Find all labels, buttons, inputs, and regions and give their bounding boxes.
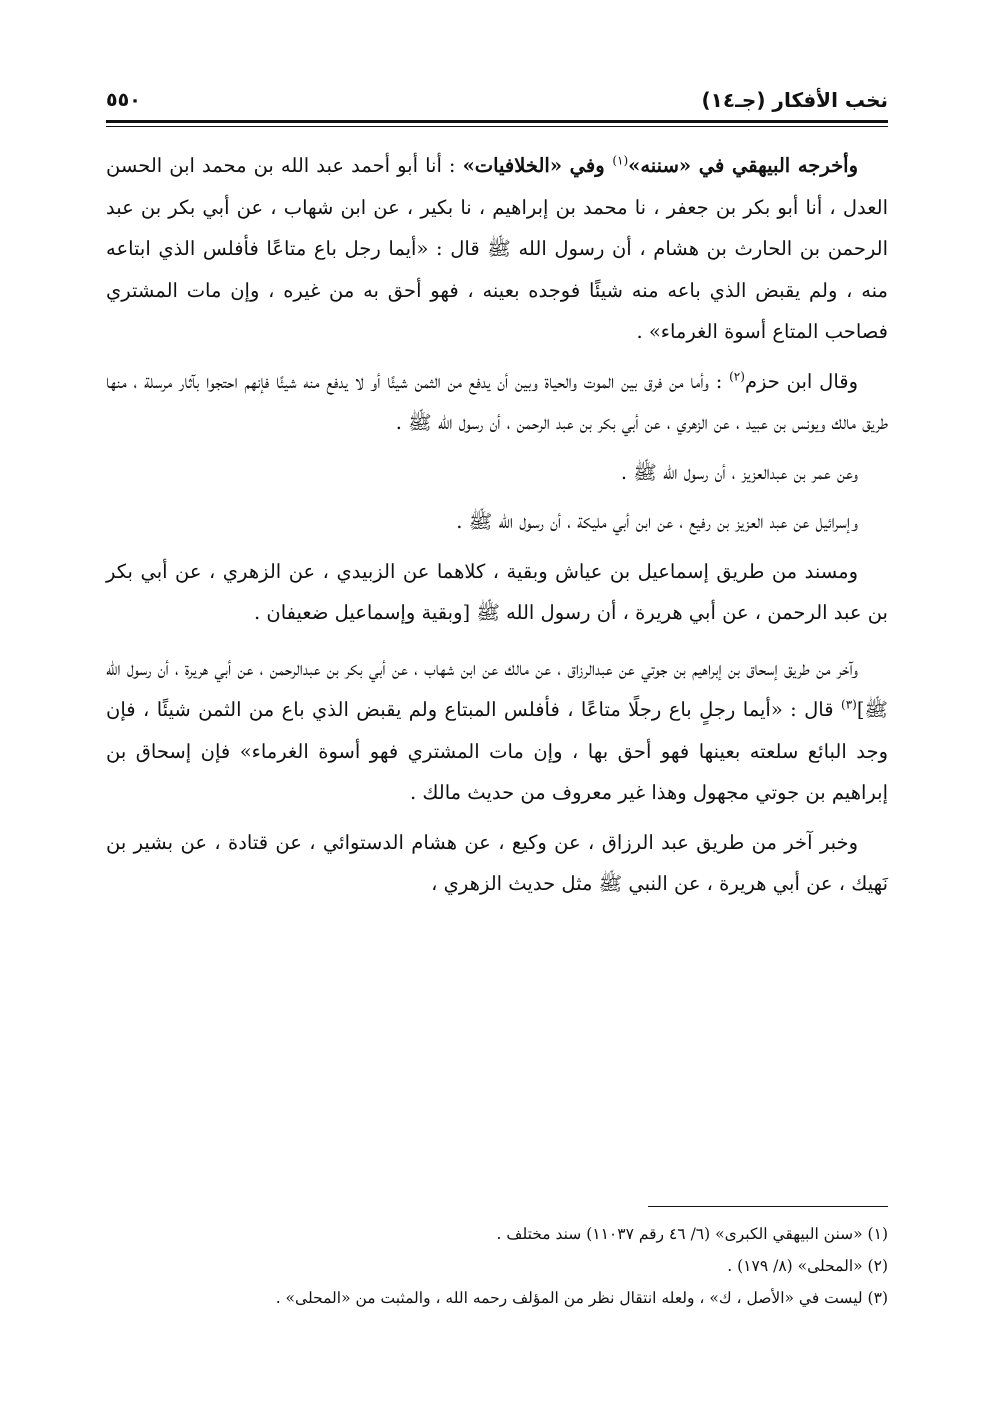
footnote-ref-1: (١) (612, 153, 629, 168)
footnotes (106, 1218, 888, 1314)
paragraph-6 (106, 648, 888, 814)
paragraph-text: وإسرائيل عن عبد العزيز بن رفيع ، عن ابن أبي مليكة ، أن رسول الله ﷺ . (456, 510, 858, 533)
footnote-1: (١) «سنن البيهقي الكبرى» (٦/ ٤٦ رقم ١١٠٣٧) سند مختلف . (496, 1225, 888, 1243)
paragraph-5 (106, 551, 888, 634)
paragraph-1 (106, 145, 888, 353)
book-page (106, 78, 888, 1368)
paragraph-lead-2: وفي «الخلافيات» (462, 154, 613, 177)
paragraph-text: قال : «أيما رجلٍ باع رجلًا متاعًا ، فأفلس المبتاع ولم يقبض الذي باع من الثمن شيئًا ، فإن وجد البائع سلعته بعينها فهو أحق بها ، وإن مات المشتري فهو أسوة الغرماء» فإن إسحاق بن إبراهيم بن جوتي مجهول وهذا غير معروف من حديث مالك . (106, 698, 888, 804)
paragraph-text: ومسند من طريق إسماعيل بن عياش وبقية ، كلاهما عن الزبيدي ، عن الزهري ، عن أبي بكر بن عبد الرحمن ، عن أبي هريرة ، أن رسول الله ﷺ [وبقية وإسماعيل ضعيفان . (106, 559, 888, 624)
footnote-ref-2: (٢) (729, 369, 745, 383)
paragraph-text: وخبر آخر من طريق عبد الرزاق ، عن وكيع ، عن هشام الدستوائي ، عن قتادة ، عن بشير بن نَهيك ، عن أبي هريرة ، عن النبي ﷺ مثل حديث الزهري ، (106, 830, 888, 895)
paragraph-7 (106, 822, 888, 905)
paragraph-lead: وأخرجه البيهقي في «سننه» (628, 154, 859, 177)
paragraph-text: : وأما من فرق بين الموت والحياة وبين أن يدفع من الثمن شيئًا أو لا يدفع منه شيئًا فإنهم احتجوا بآثار مرسلة ، منها طريق مالك ويونس بن عبيد ، عن الزهري ، عن أبي بكر بن عبد الرحمن ، أن رسول الله ﷺ . (106, 369, 888, 434)
paragraph-pre: وقال ابن حزم (744, 369, 858, 393)
header-rule-thin (106, 126, 888, 127)
paragraph-text: وعن عمر بن عبدالعزيز ، أن رسول الله ﷺ . (620, 460, 858, 484)
footnote-3: (٣) ليست في «الأصل ، ك» ، ولعله انتقال نظر من المؤلف رحمه الله ، والمثبت من «المحلى» . (275, 1289, 888, 1307)
paragraph-3 (106, 452, 888, 494)
page-number: ٥٥٠ (106, 89, 141, 111)
main-text (106, 145, 888, 905)
header-rule-thick (106, 120, 888, 123)
paragraph-2 (106, 361, 888, 444)
footnote-ref-3: (٣) (841, 697, 857, 712)
paragraph-4 (106, 501, 888, 543)
footnote-2: (٢) «المحلى» (٨/ ١٧٩) . (727, 1257, 888, 1275)
paragraph-text: : أنا أبو أحمد عبد الله بن محمد ابن الحسن العدل ، أنا أبو بكر بن جعفر ، نا محمد بن إبراهيم ، نا بكير ، عن ابن شهاب ، عن أبي بكر بن عبد الرحمن بن الحارث بن هشام ، أن رسول الله ﷺ قال : «أيما رجل باع متاعًا فأفلس الذي ابتاعه منه ، ولم يقبض الذي باعه منه شيئًا فوجده بعينه ، فهو أحق به من غيره ، وإن مات المشتري فصاحب المتاع أسوة الغرماء» . (106, 154, 888, 343)
book-title: نخب الأفكار (جـ١٤) (701, 88, 888, 112)
footnote-separator (648, 1206, 888, 1207)
running-header (106, 78, 888, 114)
paragraph-pre: وآخر من طريق إسحاق بن إبراهيم بن جوتي عن عبدالرزاق ، عن مالك عن ابن شهاب ، عن أبي بكر بن عبدالرحمن ، عن أبي هريرة ، أن رسول الله ﷺ] (106, 656, 888, 721)
